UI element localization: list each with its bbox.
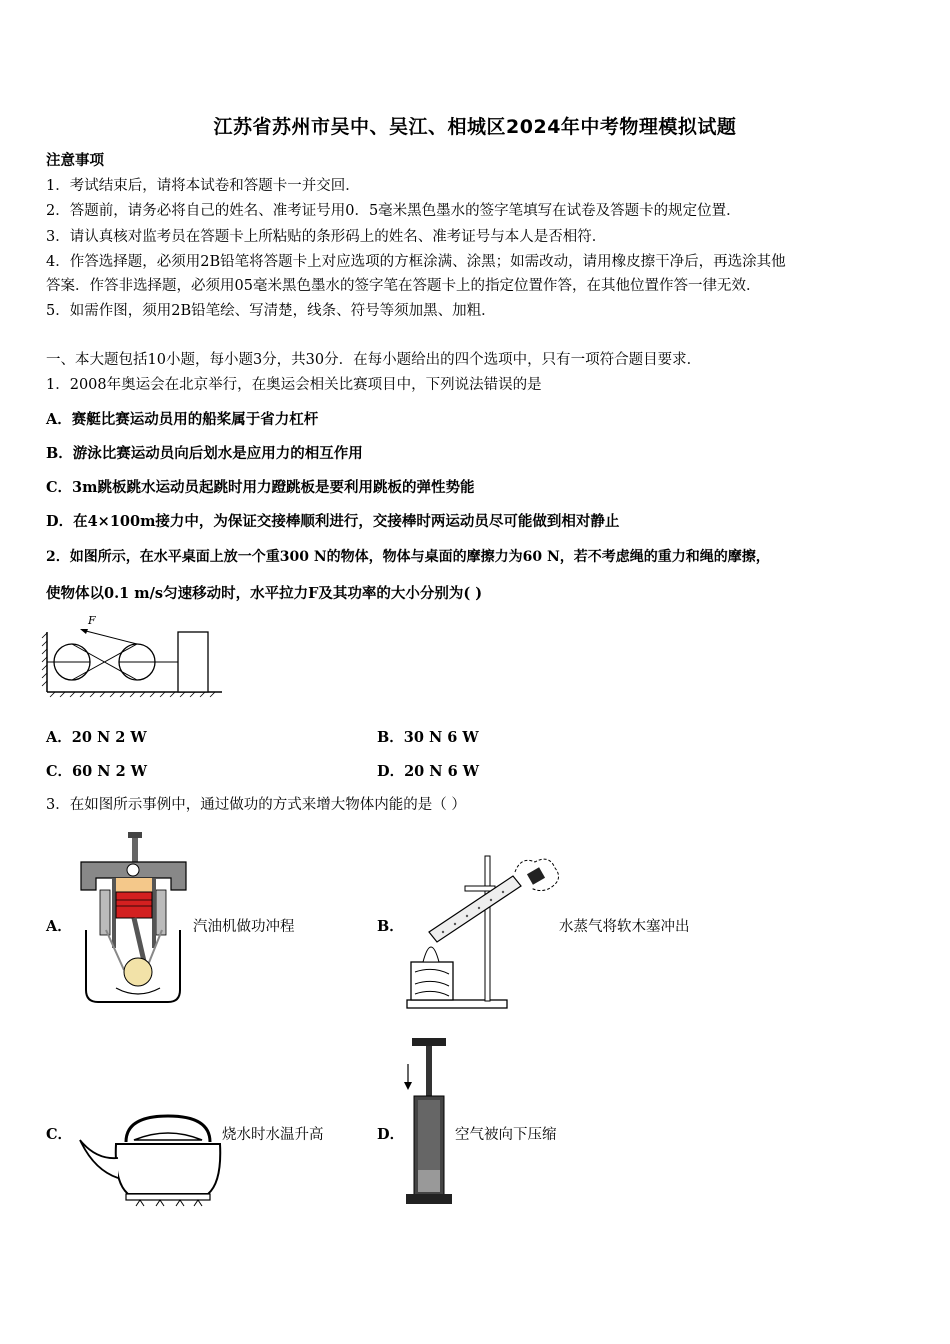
notice-item: 1．考试结束后，请将本试卷和答题卡一并交回． — [46, 178, 360, 194]
question-2-stem-line-2: 使物体以0.1 m/s匀速移动时，水平拉力F及其功率的大小分别为( ) — [46, 585, 483, 602]
question-1-stem: 1．2008年奥运会在北京举行，在奥运会相关比赛项目中，下列说法错误的是 — [46, 377, 542, 393]
question-2-option-a: A．20 N 2 W — [46, 729, 147, 746]
force-label: F — [88, 614, 96, 627]
air-compression-figure — [402, 1036, 454, 1206]
notice-heading: 注意事项 — [46, 152, 104, 169]
question-2-option-b: B．30 N 6 W — [377, 729, 479, 746]
notice-item: 2．答题前，请务必将自己的姓名、准考证号用0．5毫米黑色墨水的签字笔填写在试卷及答题卡的规定位置． — [46, 203, 741, 219]
engine-figure — [76, 830, 191, 1010]
question-2-option-d: D．20 N 6 W — [377, 763, 480, 780]
question-1-option-b: B．游泳比赛运动员向后划水是应用力的相互作用 — [46, 445, 363, 462]
question-1-option-d: D．在4×100m接力中，为保证交接棒顺利进行，交接棒时两运动员尽可能做到相对静止 — [46, 513, 620, 530]
question-3-option-d-letter: D． — [377, 1126, 405, 1143]
steam-figure — [403, 852, 563, 1012]
page-title: 江苏省苏州市吴中、吴江、相城区2024年中考物理模拟试题 — [213, 116, 737, 138]
notice-item: 4．作答选择题，必须用2B铅笔将答题卡上对应选项的方框涂满、涂黑；如需改动，请用橡皮擦干净后，再选涂其他 — [46, 254, 786, 270]
notice-item: 答案．作答非选择题，必须用05毫米黑色墨水的签字笔在答题卡上的指定位置作答，在其他位置作答一律无效． — [46, 278, 761, 294]
question-2-option-c: C．60 N 2 W — [46, 763, 147, 780]
section-heading: 一、本大题包括10小题，每小题3分，共30分．在每小题给出的四个选项中，只有一项符合题目要求． — [46, 352, 702, 368]
question-2-stem-line-1: 2．如图所示，在水平桌面上放一个重300 N的物体，物体与桌面的摩擦力为60 N，若不考虑绳的重力和绳的摩擦， — [46, 549, 770, 565]
question-3-option-a-caption: 汽油机做功冲程 — [193, 919, 295, 935]
question-3-option-a-letter: A． — [46, 918, 72, 935]
notice-item: 3．请认真核对监考员在答题卡上所粘贴的条形码上的姓名、准考证号与本人是否相符． — [46, 229, 607, 245]
pulley-figure — [42, 612, 227, 700]
question-3-option-c-letter: C． — [46, 1126, 73, 1143]
question-3-option-b-caption: 水蒸气将软木塞冲出 — [559, 919, 690, 935]
question-3-stem: 3．在如图所示事例中，通过做功的方式来增大物体内能的是（ ） — [46, 797, 466, 813]
question-3-option-c-caption: 烧水时水温升高 — [222, 1127, 324, 1143]
kettle-figure — [76, 1112, 224, 1207]
notice-item: 5．如需作图，须用2B铅笔绘、写清楚，线条、符号等须加黑、加粗． — [46, 303, 496, 319]
question-1-option-a: A．赛艇比赛运动员用的船桨属于省力杠杆 — [46, 411, 319, 428]
question-1-option-c: C．3m跳板跳水运动员起跳时用力蹬跳板是要利用跳板的弹性势能 — [46, 479, 475, 496]
question-3-option-b-letter: B． — [377, 918, 404, 935]
question-3-option-d-caption: 空气被向下压缩 — [455, 1127, 557, 1143]
